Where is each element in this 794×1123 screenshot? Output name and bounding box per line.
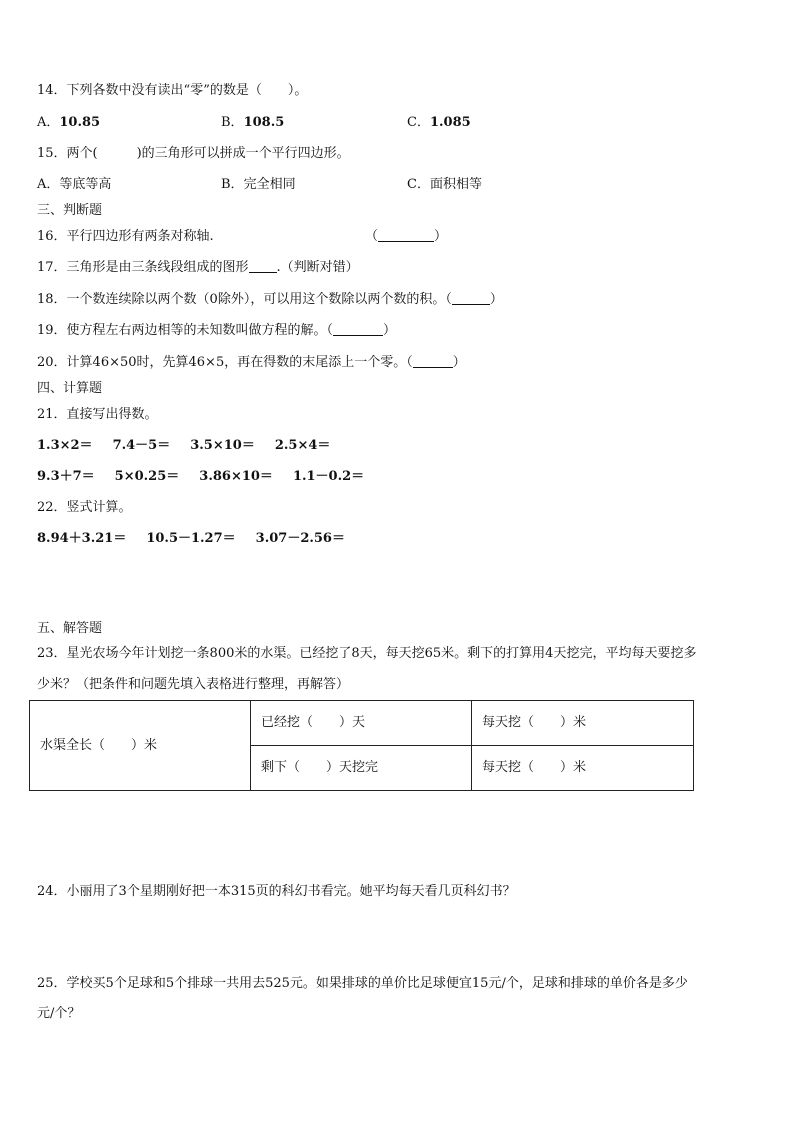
question-18: 18．一个数连续除以两个数（0除外），可以用这个数除以两个数的积。（ ） xyxy=(37,292,503,307)
question-22-stem: 22．竖式计算。 xyxy=(37,500,132,515)
cell-canal-length[interactable]: 水渠全长（ ）米 xyxy=(30,701,251,791)
question-21-row-1 xyxy=(37,437,330,455)
question-14-options xyxy=(37,114,637,132)
question-23-line-2: 少米？（把条件和问题先填入表格进行整理，再解答） xyxy=(37,677,350,692)
answer-blank-17[interactable] xyxy=(249,259,277,273)
question-24: 24．小丽用了3个星期刚好把一本315页的科幻书看完。她平均每天看几页科幻书？ xyxy=(37,884,516,899)
calc-item: 8.94＋3.21＝ xyxy=(37,531,127,546)
answer-blank-19[interactable] xyxy=(333,322,383,336)
calc-item: 1.1－0.2＝ xyxy=(292,469,365,484)
question-22-row xyxy=(37,530,345,548)
option-c[interactable]: C．面积相等 xyxy=(407,177,482,192)
option-a[interactable]: A．10.85 xyxy=(37,115,101,130)
calc-item: 7.4－5＝ xyxy=(112,438,171,453)
calc-item: 2.5×4＝ xyxy=(274,438,331,453)
question-25-line-2: 元/个？ xyxy=(37,1006,81,1021)
question-20: 20．计算46×50时，先算46×5，再在得数的末尾添上一个零。（ ） xyxy=(37,355,466,370)
calc-item: 3.07－2.56＝ xyxy=(255,531,345,546)
question-23-table xyxy=(29,700,694,791)
option-a[interactable]: A．等底等高 xyxy=(37,177,112,192)
option-b[interactable]: B．108.5 xyxy=(221,115,285,130)
calc-item: 3.86×10＝ xyxy=(199,469,273,484)
answer-blank-18[interactable] xyxy=(452,291,490,305)
question-25-line-1: 25．学校买5个足球和5个排球一共用去525元。如果排球的单价比足球便宜15元/个，足球和排球的单价各是多少 xyxy=(37,976,688,991)
question-19: 19．使方程左右两边相等的未知数叫做方程的解。（ ） xyxy=(37,323,397,338)
answer-blank-16[interactable]: （ ） xyxy=(365,229,448,244)
section-heading-judgement: 三、判断题 xyxy=(37,203,103,218)
cell-days-dug[interactable]: 已经挖（ ）天 xyxy=(251,701,472,746)
calc-item: 9.3＋7＝ xyxy=(37,469,95,484)
calc-item: 5×0.25＝ xyxy=(114,469,180,484)
section-heading-calculation: 四、计算题 xyxy=(37,381,103,396)
calc-item: 10.5－1.27＝ xyxy=(146,531,236,546)
question-14-stem: 14．下列各数中没有读出“零”的数是（ ）。 xyxy=(37,83,308,98)
option-b[interactable]: B．完全相同 xyxy=(221,177,296,192)
question-16: 16．平行四边形有两条对称轴. （ ） xyxy=(37,229,448,244)
section-heading-word-problems: 五、解答题 xyxy=(37,621,103,636)
cell-days-remaining[interactable]: 剩下（ ）天挖完 xyxy=(251,746,472,791)
calc-item: 1.3×2＝ xyxy=(37,438,93,453)
question-23-line-1: 23．星光农场今年计划挖一条800米的水渠。已经挖了8天，每天挖65米。剩下的打算用4天挖完，平均每天要挖多 xyxy=(37,646,697,661)
answer-blank-20[interactable] xyxy=(413,354,453,368)
calc-item: 3.5×10＝ xyxy=(190,438,255,453)
question-15-stem: 15．两个( )的三角形可以拼成一个平行四边形。 xyxy=(37,146,350,161)
cell-daily-rate-remaining[interactable]: 每天挖（ ）米 xyxy=(472,746,694,791)
question-15-options xyxy=(37,176,637,194)
option-c[interactable]: C．1.085 xyxy=(407,115,471,130)
question-21-row-2 xyxy=(37,468,364,486)
question-21-stem: 21．直接写出得数。 xyxy=(37,407,158,422)
cell-daily-rate-dug[interactable]: 每天挖（ ）米 xyxy=(472,701,694,746)
question-17: 17．三角形是由三条线段组成的图形 .（判断对错） xyxy=(37,260,359,275)
